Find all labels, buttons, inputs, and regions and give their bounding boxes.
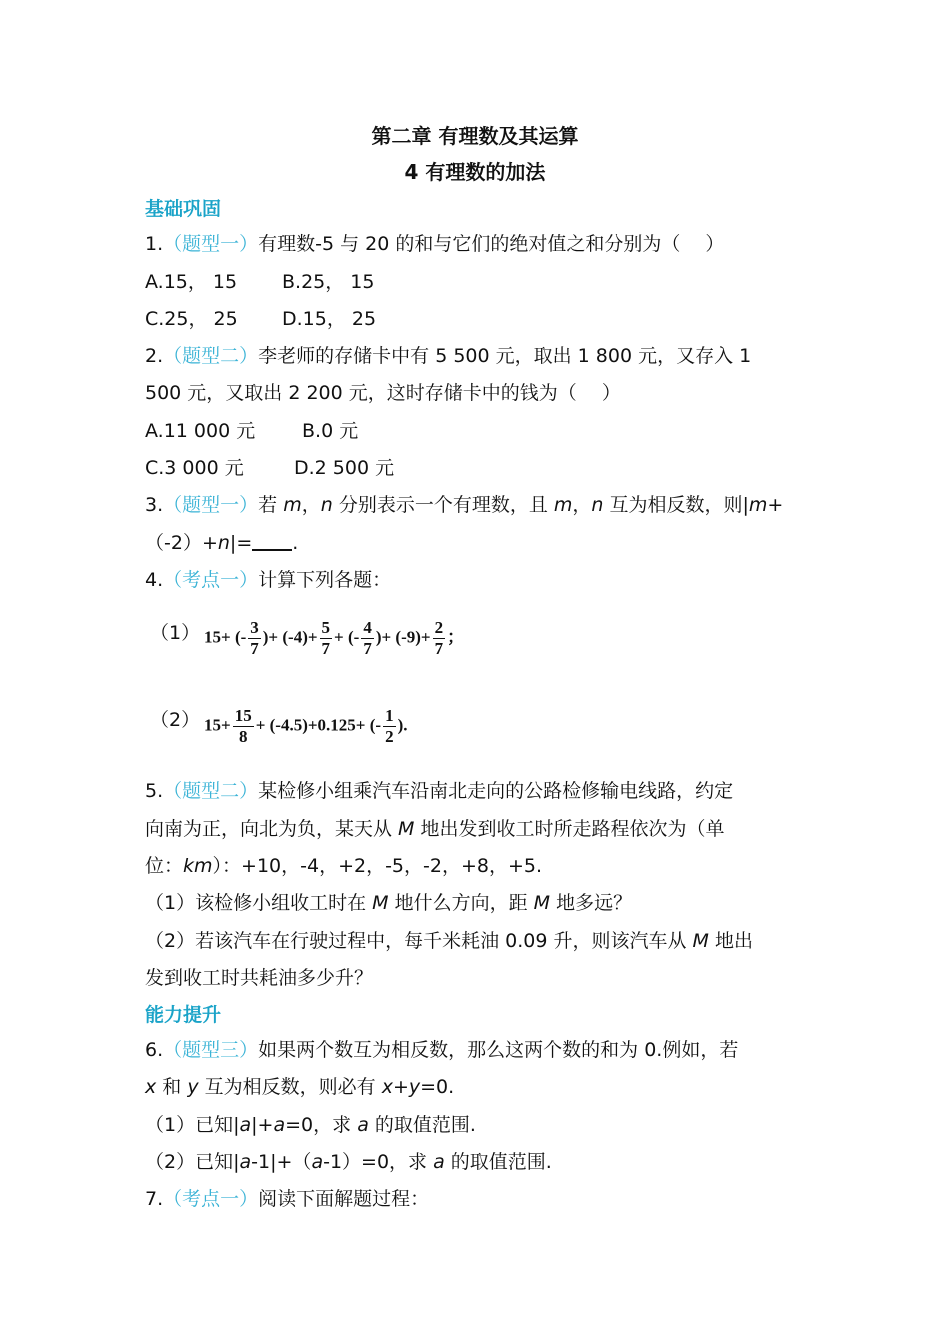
part-2-label: （2）: [150, 709, 201, 731]
text: )+: [262, 627, 279, 647]
section-advanced: 能力提升: [145, 1004, 222, 1026]
question-number: 6.: [145, 1039, 164, 1061]
question-4: [145, 567, 391, 593]
var-a: a: [239, 1114, 252, 1136]
text: ，: [572, 494, 592, 516]
question-tag: （题型三）: [163, 1039, 259, 1061]
question-3: [145, 492, 783, 518]
unit-km: km: [183, 855, 213, 877]
var-a: a: [239, 1151, 252, 1173]
denominator: 7: [250, 639, 259, 658]
var-y: y: [408, 1076, 421, 1098]
denominator: 8: [238, 727, 248, 746]
question-2: [145, 343, 751, 369]
text: 位：: [145, 855, 184, 877]
question-6-part-2: [145, 1149, 552, 1175]
question-number: 7.: [145, 1188, 164, 1210]
text: |=: [229, 532, 253, 554]
text: (-4)+: [282, 627, 318, 647]
question-stem: 某检修小组乘汽车沿南北走向的公路检修输电线路，约定: [258, 780, 734, 802]
var-n: n: [320, 494, 333, 516]
answer-blank[interactable]: [252, 533, 292, 551]
question-stem: 李老师的存储卡中有 5 500 元，取出 1 800 元，又存入 1: [258, 345, 752, 367]
denominator: 7: [434, 639, 444, 658]
text: +: [392, 1076, 409, 1098]
numerator: 1: [385, 706, 394, 725]
text: 的取值范围.: [444, 1151, 552, 1173]
text: -1）=0，求: [323, 1151, 434, 1173]
numerator: 15: [234, 706, 252, 725]
fraction: [320, 618, 333, 659]
question-number: 3.: [145, 494, 164, 516]
numerator: 5: [321, 618, 331, 637]
text: 向南为正，向北为负，某天从: [145, 818, 399, 840]
fraction: [248, 618, 261, 659]
text: （-2）+: [145, 532, 218, 554]
text: 互为相反数，则|: [603, 494, 749, 516]
text: (-4.5)+0.125+: [269, 715, 366, 735]
text: .: [292, 532, 299, 554]
var-m: m: [553, 494, 573, 516]
option-b: B.25， 15: [282, 271, 375, 293]
text: （1）已知|: [145, 1114, 240, 1136]
text: |+: [251, 1114, 274, 1136]
text: 15+: [204, 715, 231, 735]
text: 地什么方向，距: [388, 892, 534, 914]
question-6-part-1: [145, 1112, 476, 1138]
question-stem: 如果两个数互为相反数，那么这两个数的和为 0.例如，若: [258, 1039, 739, 1061]
part-1-label: （1）: [150, 622, 201, 644]
text: 的取值范围.: [368, 1114, 476, 1136]
question-1: [145, 231, 724, 257]
text: ，: [301, 494, 321, 516]
var-M: M: [533, 892, 551, 914]
text: 和: [156, 1076, 188, 1098]
question-stem: 阅读下面解题过程：: [258, 1188, 430, 1210]
var-m: m: [748, 494, 768, 516]
text: （2）若该汽车在行驶过程中，每千米耗油 0.09 升，则该汽车从: [145, 930, 693, 952]
text: （1）该检修小组收工时在: [145, 892, 373, 914]
text: （2）已知|: [145, 1151, 240, 1173]
question-5-part-2: [145, 928, 753, 954]
numerator: 4: [363, 618, 372, 637]
question-tag: （考点一）: [163, 569, 259, 591]
text: (-: [369, 715, 382, 735]
text: 互为相反数，则必有: [198, 1076, 382, 1098]
text: 分别表示一个有理数，且: [332, 494, 554, 516]
text: 地出发到收工时所走路程依次为（单: [414, 818, 725, 840]
question-stem: 计算下列各题：: [258, 569, 392, 591]
question-2-cont: 500 元，又取出 2 200 元，这时存储卡中的钱为（ ）: [145, 382, 621, 404]
question-tag: （题型一）: [163, 494, 259, 516]
text: +: [334, 627, 344, 647]
question-7: [145, 1186, 429, 1212]
text: +: [767, 494, 784, 516]
question-tag: （题型一）: [163, 233, 259, 255]
expression-2: [204, 706, 407, 747]
option-a: A.15， 15: [145, 271, 238, 293]
text: +: [255, 715, 266, 735]
section-basic: 基础巩固: [145, 198, 222, 220]
text: ）：+10，-4，+2，-5，-2，+8，+5.: [212, 855, 543, 877]
option-d: D.15， 25: [282, 308, 377, 330]
text: (-9)+: [395, 627, 431, 647]
var-n: n: [217, 532, 230, 554]
question-6-line-2: [145, 1074, 454, 1100]
option-c: C.3 000 元: [145, 457, 244, 479]
chapter-title: 第二章 有理数及其运算: [371, 124, 579, 148]
fraction: [233, 706, 254, 747]
var-x: x: [381, 1076, 393, 1098]
text: (-: [234, 627, 247, 647]
numerator: 2: [434, 618, 444, 637]
var-a: a: [433, 1151, 445, 1173]
section-title: 4 有理数的加法: [404, 160, 546, 184]
question-number: 5.: [145, 780, 164, 802]
option-a: A.11 000 元: [145, 420, 256, 442]
text: -1|+（: [251, 1151, 312, 1173]
option-c: C.25， 25: [145, 308, 238, 330]
text: 15+: [204, 627, 231, 647]
question-tag: （考点一）: [163, 1188, 259, 1210]
var-a: a: [357, 1114, 369, 1136]
var-y: y: [187, 1076, 199, 1098]
text: 地多远？: [550, 892, 633, 914]
question-stem: 有理数-5 与 20 的和与它们的绝对值之和分别为（ ）: [258, 233, 725, 255]
text: ).: [397, 715, 408, 735]
question-number: 1.: [145, 233, 164, 255]
question-6: [145, 1037, 738, 1063]
text: =0，求: [285, 1114, 358, 1136]
var-a: a: [273, 1114, 286, 1136]
question-number: 4.: [145, 569, 164, 591]
numerator: 3: [250, 618, 259, 637]
text: ；: [447, 627, 465, 647]
text: 地出: [708, 930, 753, 952]
option-b: B.0 元: [302, 420, 359, 442]
text: (-: [347, 627, 360, 647]
var-x: x: [145, 1076, 157, 1098]
text: =0.: [420, 1076, 455, 1098]
question-5-part-2-cont: 发到收工时共耗油多少升？: [145, 967, 374, 989]
question-5: [145, 778, 733, 804]
question-3-cont: [145, 530, 298, 556]
var-n: n: [591, 494, 604, 516]
question-tag: （题型二）: [163, 780, 259, 802]
fraction: [433, 618, 446, 659]
denominator: 2: [385, 727, 394, 746]
var-M: M: [372, 892, 389, 914]
denominator: 7: [321, 639, 331, 658]
var-a: a: [311, 1151, 324, 1173]
var-m: m: [283, 494, 302, 516]
var-M: M: [692, 930, 709, 952]
fraction: [361, 618, 374, 659]
option-d: D.2 500 元: [294, 457, 395, 479]
var-M: M: [398, 818, 415, 840]
question-5-part-1: [145, 890, 632, 916]
expression-1: [204, 618, 464, 659]
question-5-line-2: [145, 816, 725, 842]
text: 若: [258, 494, 284, 516]
text: )+: [375, 627, 392, 647]
fraction: [383, 706, 396, 747]
question-tag: （题型二）: [163, 345, 259, 367]
question-5-line-3: [145, 853, 542, 879]
denominator: 7: [363, 639, 372, 658]
question-number: 2.: [145, 345, 164, 367]
